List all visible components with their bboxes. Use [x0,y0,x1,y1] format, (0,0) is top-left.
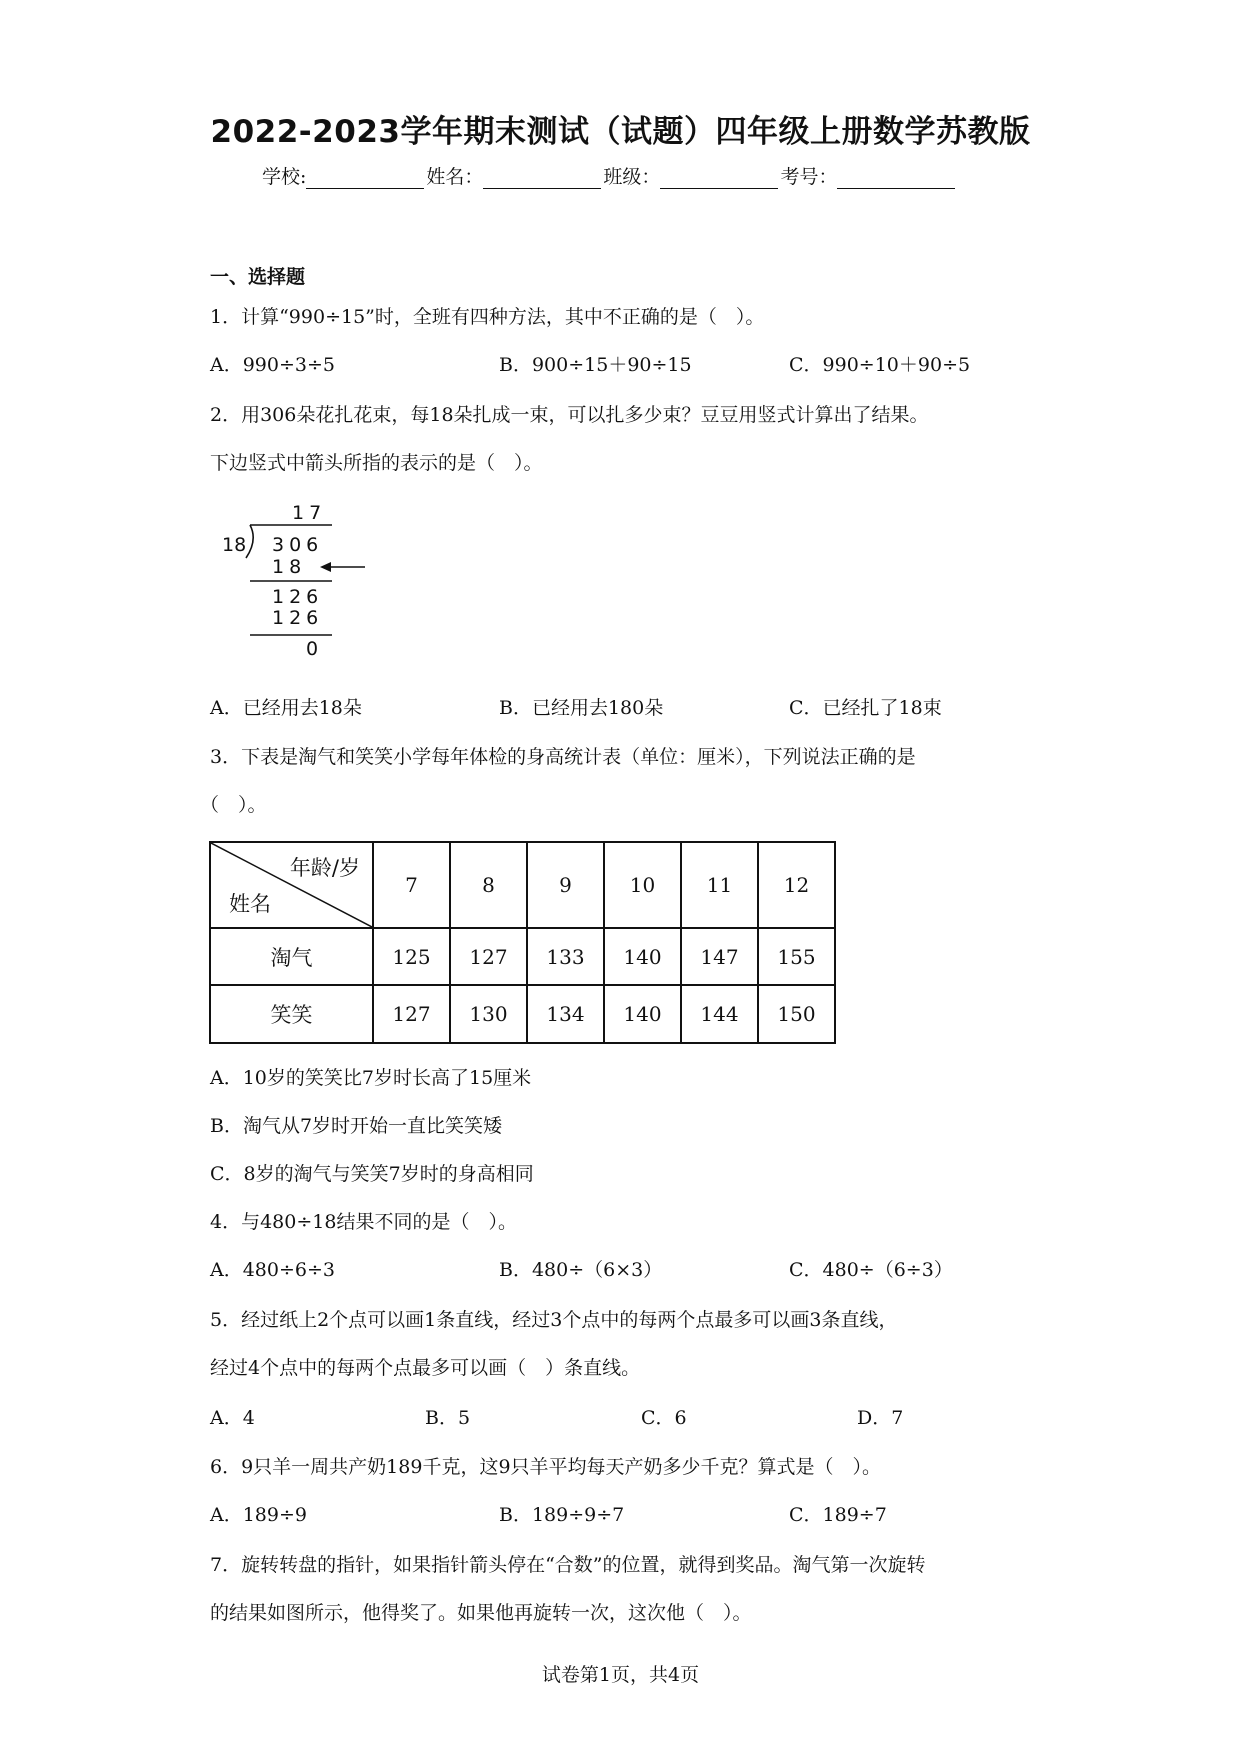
age-header: 8 [450,842,527,928]
table-cell: 127 [373,985,450,1043]
student-info-row [262,162,957,189]
question-2-option-c: C．已经扎了18束 [789,697,942,719]
question-5-stem-line-1: 5．经过纸上2个点可以画1条直线，经过3个点中的每两个点最多可以画3条直线， [210,1309,898,1331]
table-cell: 133 [527,928,604,985]
class-blank [660,168,778,189]
question-2-option-b: B．已经用去180朵 [499,697,664,719]
table-cell: 127 [450,928,527,985]
table-header-row [210,842,835,928]
question-3-option-b: B．淘气从7岁时开始一直比笑笑矮 [210,1115,503,1137]
question-7-stem-line-1: 7．旋转转盘的指针，如果指针箭头停在“合数”的位置，就得到奖品。淘气第一次旋转 [210,1554,926,1576]
long-division-figure [220,498,370,658]
table-corner-cell [210,842,373,928]
question-7-stem-line-2: 的结果如图所示，他得奖了。如果他再旋转一次，这次他（ ）。 [210,1602,752,1624]
age-header: 10 [604,842,681,928]
question-3-option-a: A．10岁的笑笑比7岁时长高了15厘米 [210,1067,532,1089]
exam-number-blank [837,168,955,189]
question-5-option-c: C．6 [641,1407,687,1429]
question-2-option-a: A．已经用去18朵 [210,697,362,719]
table-cell: 144 [681,985,758,1043]
division-quotient: 17 [292,502,327,524]
question-3-stem-line-1: 3．下表是淘气和笑笑小学每年体检的身高统计表（单位：厘米），下列说法正确的是 [210,746,916,768]
question-4-option-b: B．480÷（6×3） [499,1259,663,1281]
division-dividend: 306 [272,534,324,556]
table-cell: 155 [758,928,835,985]
row-name-cell: 淘气 [210,928,373,985]
division-step-2: 126 [272,586,324,608]
division-remainder: 0 [306,638,324,660]
question-4-stem: 4．与480÷18结果不同的是（ ）。 [210,1211,517,1233]
table-cell: 130 [450,985,527,1043]
name-blank [483,168,601,189]
question-6-option-b: B．189÷9÷7 [499,1504,625,1526]
school-blank [306,168,424,189]
corner-label-age: 年龄/岁 [289,856,360,880]
age-header: 12 [758,842,835,928]
question-6-option-c: C．189÷7 [789,1504,887,1526]
question-5-stem-line-2: 经过4个点中的每两个点最多可以画（ ）条直线。 [210,1357,641,1379]
section-heading: 一、选择题 [210,266,306,288]
class-label: 班级： [603,166,661,188]
question-2-stem-line-1: 2．用306朵花扎花束，每18朵扎成一束，可以扎多少束？豆豆用竖式计算出了结果。 [210,404,929,426]
question-6-option-a: A．189÷9 [210,1504,307,1526]
row-name-cell: 笑笑 [210,985,373,1043]
question-1-option-a: A．990÷3÷5 [210,354,336,376]
page-title: 2022-2023学年期末测试（试题）四年级上册数学苏教版 [210,114,1031,150]
question-4-option-a: A．480÷6÷3 [210,1259,336,1281]
question-4-option-c: C．480÷（6÷3） [789,1259,953,1281]
question-6-stem: 6．9只羊一周共产奶189千克，这9只羊平均每天产奶多少千克？算式是（ ）。 [210,1456,882,1478]
table-cell: 150 [758,985,835,1043]
height-statistics-table [209,841,836,1044]
table-cell: 134 [527,985,604,1043]
table-row [210,985,835,1043]
table-cell: 140 [604,928,681,985]
page-footer: 试卷第1页，共4页 [541,1664,700,1686]
question-5-option-b: B．5 [425,1407,471,1429]
name-label: 姓名： [426,166,484,188]
table-cell: 125 [373,928,450,985]
question-5-option-d: D．7 [857,1407,904,1429]
question-3-stem-line-2: （ ）。 [200,794,267,816]
question-3-option-c: C．8岁的淘气与笑笑7岁时的身高相同 [210,1163,534,1185]
table-cell: 140 [604,985,681,1043]
question-1-stem: 1．计算“990÷15”时，全班有四种方法，其中不正确的是（ ）。 [210,306,765,328]
question-1-option-b: B．900÷15＋90÷15 [499,354,692,376]
question-5-option-a: A．4 [210,1407,255,1429]
corner-label-name: 姓名 [229,892,271,916]
table-cell: 147 [681,928,758,985]
arrow-icon [320,562,331,572]
age-header: 11 [681,842,758,928]
school-label: 学校: [262,166,307,188]
age-header: 7 [373,842,450,928]
age-header: 9 [527,842,604,928]
question-2-stem-line-2: 下边竖式中箭头所指的表示的是（ ）。 [210,452,543,474]
division-step-3: 126 [272,607,324,629]
division-divisor: 18 [222,534,247,556]
division-step-1: 18 [272,556,307,578]
table-row [210,928,835,985]
question-1-option-c: C．990÷10＋90÷5 [789,354,971,376]
exam-number-label: 考号： [780,166,838,188]
